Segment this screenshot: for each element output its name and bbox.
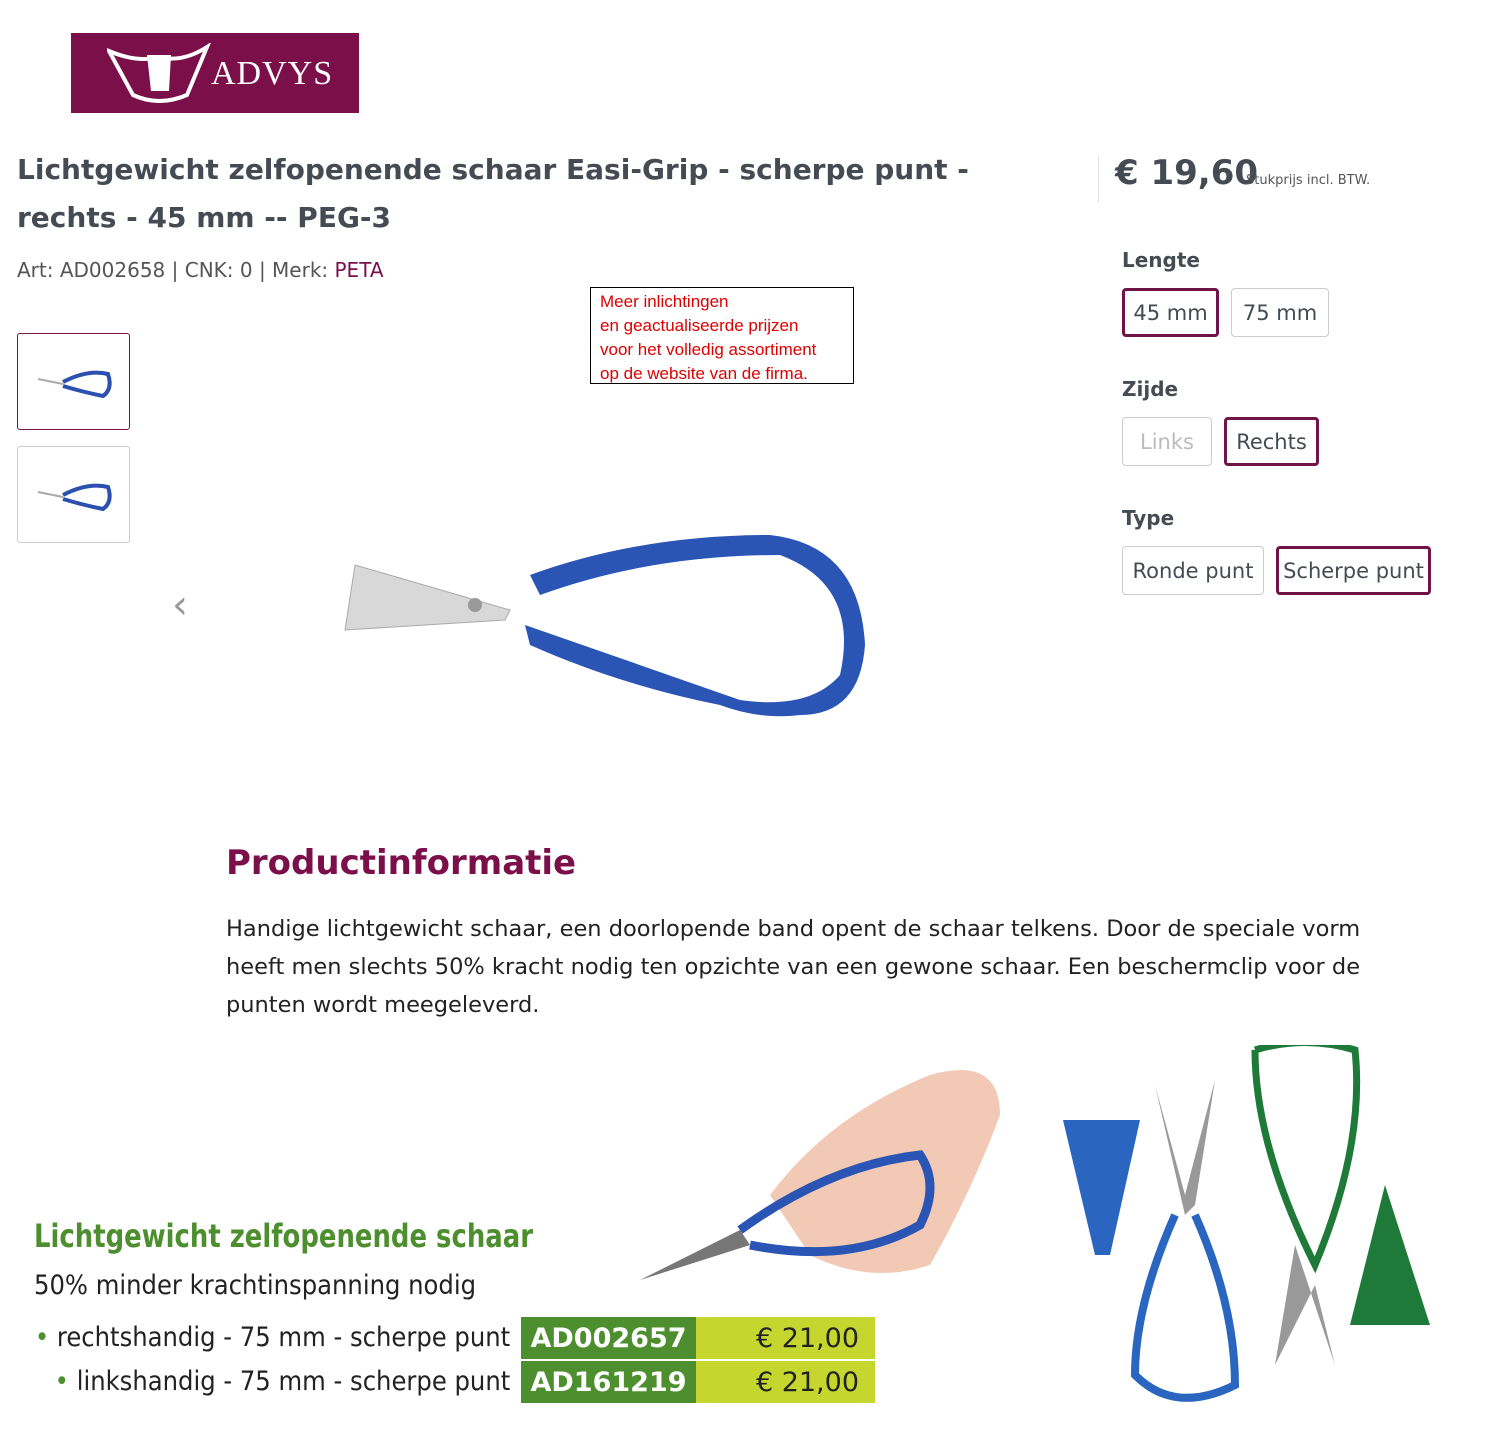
promo-row-label: • rechtshandig - 75 mm - scherpe punt [34, 1322, 511, 1353]
promo-row-code: AD002657 [521, 1317, 696, 1359]
option-side-links[interactable]: Links [1122, 417, 1212, 466]
promo-row-price: € 21,00 [696, 1317, 875, 1359]
meta-text: Art: AD002658 | CNK: 0 | Merk: [17, 258, 335, 282]
advys-logo[interactable] [71, 33, 359, 113]
option-label-length: Lengte [1122, 248, 1200, 272]
promo-subtitle: 50% minder krachtinspanning nodig [34, 1270, 476, 1301]
info-notice [590, 287, 854, 384]
promo-row-label: • linkshandig - 75 mm - scherpe punt [54, 1366, 511, 1397]
promo-title: Lichtgewicht zelfopenende schaar [34, 1217, 534, 1255]
option-label-type: Type [1122, 506, 1175, 530]
carousel-prev-chevron-icon[interactable]: ‹ [172, 582, 188, 628]
price-divider [1098, 155, 1099, 203]
info-line: en geactualiseerde prijzen [600, 316, 799, 335]
promo-row-text: linkshandig - 75 mm - scherpe punt [76, 1366, 511, 1397]
promo-row-text: rechtshandig - 75 mm - scherpe punt [56, 1322, 511, 1353]
option-length-45mm[interactable]: 45 mm [1122, 288, 1219, 337]
option-length-75mm[interactable]: 75 mm [1231, 288, 1329, 337]
info-line: Meer inlichtingen [600, 292, 729, 311]
product-info-text: Handige lichtgewicht schaar, een doorlopende band opent de schaar telkens. Door de speciale vorm heeft men slechts 50% kracht nodig ten opzichte van een gewone schaar. Een beschermclip voor de punten wordt meegeleverd. [226, 916, 1361, 1018]
product-price: € 19,60 [1115, 153, 1259, 193]
scissors-with-clips-image [1055, 1045, 1435, 1410]
logo-figure-icon [107, 43, 211, 103]
hand-with-scissors-image [630, 1055, 1010, 1295]
option-label-side: Zijde [1122, 377, 1179, 401]
promo-row-price: € 21,00 [696, 1361, 875, 1403]
product-info-heading: Productinformatie [226, 843, 577, 883]
price-note: Stukprijs incl. BTW. [1246, 173, 1371, 188]
option-type-scherpe-punt[interactable]: Scherpe punt [1276, 546, 1431, 595]
info-line: op de website van de firma. [600, 364, 808, 383]
product-title: Lichtgewicht zelfopenende schaar Easi-Grip - scherpe punt - rechts - 45 mm -- PEG-3 [17, 153, 969, 234]
thumbnail-2[interactable] [17, 446, 130, 543]
info-line: voor het volledig assortiment [600, 340, 817, 359]
main-product-image [340, 525, 880, 735]
brand-link[interactable]: PETA [334, 258, 384, 282]
scissors-thumb-image [18, 334, 129, 429]
product-meta [17, 258, 384, 282]
promo-row-code: AD161219 [521, 1361, 696, 1403]
option-type-ronde-punt[interactable]: Ronde punt [1122, 546, 1264, 595]
thumbnail-1[interactable] [17, 333, 130, 430]
option-side-rechts[interactable]: Rechts [1224, 417, 1319, 466]
scissors-thumb-image [18, 447, 129, 542]
logo-text: ADVYS [211, 55, 334, 92]
